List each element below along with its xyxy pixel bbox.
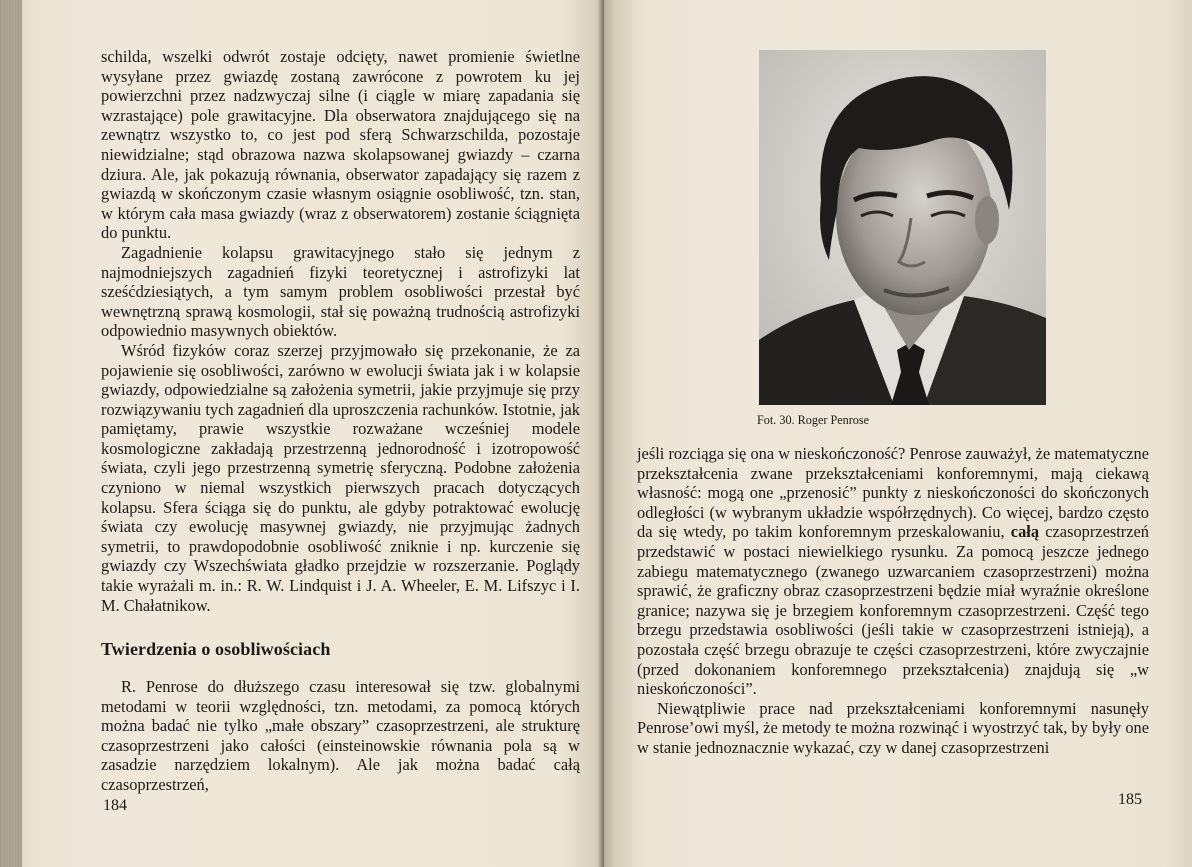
portrait-illustration (759, 50, 1046, 405)
left-paragraph-1: schilda, wszelki odwrót zostaje odcięty, nawet promienie świetlne wysyłane przez gwiazdę zostaną zawrócone z powrotem ku jej powierzchni przez nadzwyczaj silne (i ciągle w miarę zapadania się wzrastające) pole grawitacyjne. Dla obserwatora znajdującego się na zewnątrz wszystko to, co jest pod sferą Schwarzschilda, pozostaje niewidzialne; stąd obrazowa nazwa skolapsowanej gwiazdy – czarna dziura. Ale, jak pokazują równania, obserwator zapadający się razem z gwiazdą w skończonym czasie własnym osiągnie osobliwość, tzn. stan, w którym cała masa gwiazdy (wraz z obserwatorem) zostanie ściągnięta do punktu. (101, 47, 580, 243)
right-text-column (637, 444, 1149, 758)
left-text-column-bottom (101, 677, 580, 795)
left-paragraph-3: Wśród fizyków coraz szerzej przyjmowało się przekonanie, że za pojawienie się osobliwości, zarówno w ewolucji świata jak i w kolapsie gwiazdy, odpowiedzialne są założenia symetrii, jakie przyjmuje się przy rozwiązywaniu tych zagadnień dla uproszczenia rachunków. Istotnie, jak pamiętamy, prawie wszystkie rozważane wcześniej modele kosmologiczne zakładają przestrzenną jednorodność i izotropowość świata, czyli jego przestrzenną symetrię sferyczną. Podobne założenia czyniono w niemal wszystkich pierwszych pracach dotyczących kolapsu. Sfera ściąga się do punktu, ale gdyby potraktować ewolucję świata czy ewolucję masywnej gwiazdy, nie przyjmując żadnych symetrii, to prawdopodobnie osobliwość zniknie i np. kurczenie się gwiazdy czy Wszechświata gładko przejdzie w rozszerzanie. Poglądy takie wyrażali m. in.: R. W. Lindquist i J. A. Wheeler, E. M. Lifszyc i I. M. Chałatnikow. (101, 340, 580, 615)
photo-caption: Fot. 30. Roger Penrose (757, 413, 870, 427)
left-text-column-top (101, 47, 580, 615)
right-page (604, 0, 1192, 867)
right-paragraph-1-part-a: jeśli rozciąga się ona w nieskończoność? Penrose zauważył, że matematyczne przekształcenia zwane przekształceniami konforemnymi, mają ciekawą własność: mogą one „przenosić” punkty z nieskończoności do skończonych odległości (w wybranym układzie współrzędnych). Co więcej, bardzo często da się wtedy, po takim konforemnym przeskalowaniu, (637, 444, 1149, 542)
portrait-photo (759, 50, 1046, 405)
right-paragraph-1-part-b: czasoprzestrzeń przedstawić w postaci niewielkiego rysunku. Za pomocą jeszcze jednego zabiegu matematycznego (zwanego uzwarcaniem czasoprzestrzeni) można sprawić, że graficzny obraz czasoprzestrzeni będzie miał wyraźnie określone granice; nazywa się je brzegiem konforemnym czasoprzestrzeni. Część tego brzegu przedstawia osobliwości (jeśli takie w czasoprzestrzeni istnieją), a pozostała część brzegu obrazuje te części czasoprzestrzeni, które zwyczajnie (przed dokonaniem konforemnego przekształcenia) znajdują się „w nieskończoności”. (637, 522, 1149, 699)
section-heading: Twierdzenia o osobliwościach (101, 639, 331, 659)
right-page-number: 185 (1118, 791, 1142, 808)
right-paragraph-1 (637, 444, 1149, 699)
emphasis-cala: całą (1010, 522, 1040, 542)
left-page-number: 184 (103, 797, 127, 814)
page-edge-stack (0, 0, 22, 867)
left-paragraph-2: Zagadnienie kolapsu grawitacyjnego stało się jednym z najmodniejszych zagadnień fizyki teoretycznej i astrofizyki lat sześćdziesiątych, a tym samym problem osobliwości przestał być wewnętrzną sprawą kosmologii, stał się poważną trudnością astrofizyki odpowiednio masywnych obiektów. (101, 242, 580, 341)
left-paragraph-4: R. Penrose do dłuższego czasu interesował się tzw. globalnymi metodami w teorii względności, tzn. metodami, za pomocą których można badać nie tylko „małe obszary” czasoprzestrzeni, ale strukturę czasoprzestrzeni jako całości (einsteinowskie równania pola są w zasadzie narzędziem lokalnym). Ale jak można badać całą czasoprzestrzeń, (101, 677, 580, 794)
right-paragraph-2: Niewątpliwie prace nad przekształceniami konforemnymi nasunęły Penrose’owi myśl, że metody te można rozwinąć i wyostrzyć tak, by były one w stanie jednoznacznie wykazać, czy w danej czasoprzestrzeni (637, 698, 1149, 757)
